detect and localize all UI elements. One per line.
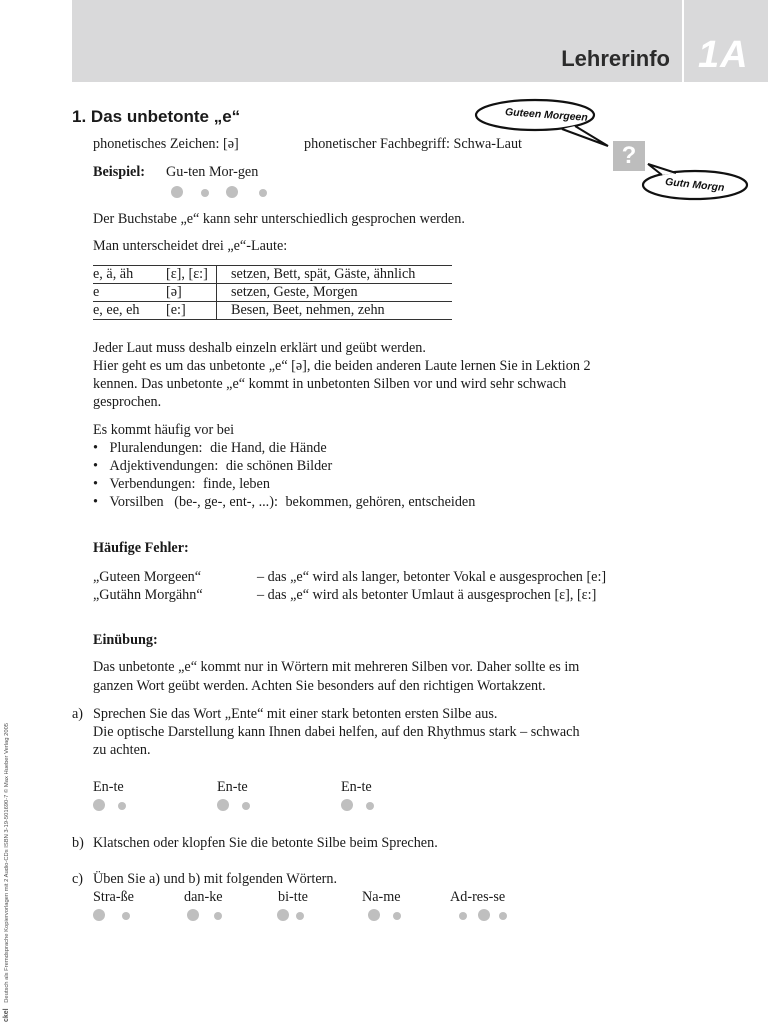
phonetic-symbol: phonetisches Zeichen: [ə] [93,136,239,152]
intro-paragraph-2: Man unterscheidet drei „e“-Laute: [93,238,288,254]
table-cell-ipa: [ə] [154,284,217,302]
table-cell-ipa: [ɛ], [ɛ:] [154,266,217,284]
task-b-label: b) [72,835,84,851]
practice-word: En-te [93,779,124,795]
stress-dot-weak [393,912,401,920]
list-item [93,458,332,475]
stress-dot-weak [259,189,267,197]
stress-dot-weak [499,912,507,920]
list-item-example: die schönen Bilder [225,458,333,474]
speech-bubble-top [476,100,608,146]
practice-word: Stra-ße [93,889,134,905]
stress-dot-strong [368,909,380,921]
stress-dot-strong [217,799,229,811]
list-item-label: Vorsilben (be-, ge-, ent-, ...): [109,494,278,510]
table-cell-examples: Besen, Beet, nehmen, zehn [217,302,453,320]
practice-word: En-te [341,779,372,795]
stress-dot-weak [242,802,250,810]
explanation-line: Jeder Laut muss deshalb einzeln erklärt und geübt werden. [93,340,426,356]
section-number: 1. [72,107,87,126]
practice-word: bi-tte [278,889,308,905]
stress-dot-strong [277,909,289,921]
table-cell-letters: e, ä, äh [93,266,154,284]
practice-intro-line: Das unbetonte „e“ kommt nur in Wörtern mit mehreren Silben vor. Daher sollte es im [93,659,580,675]
list-item [93,440,327,457]
copyright-sidebar [3,723,10,1022]
bullet-icon: • [93,476,98,492]
bubble-text-correct: Gutn Morgn [664,175,725,195]
stress-dot-weak [459,912,467,920]
practice-intro-line: ganzen Wort geübt werden. Achten Sie besonders auf den richtigen Wortakzent. [93,678,546,694]
stress-dot-weak [296,912,304,920]
practice-word: Na-me [362,889,401,905]
task-a-line: zu achten. [93,742,151,758]
publisher-mark: ckel [3,1008,10,1022]
list-item-label: Pluralendungen: [109,440,203,456]
example-word: Gu-ten Mor-gen [166,164,259,180]
bullet-icon: • [93,440,98,456]
list-item-label: Verbendungen: [109,476,196,492]
error-explanation: – das „e“ wird als langer, betonter Vokal e ausgesprochen [e:] [257,569,607,585]
stress-dot-strong [478,909,490,921]
stress-dot-weak [122,912,130,920]
list-item-label: Adjektivendungen: [109,458,219,474]
table-cell-letters: e, ee, eh [93,302,154,320]
table-cell-ipa: [e:] [154,302,217,320]
task-c-text: Üben Sie a) und b) mit folgenden Wörtern. [93,871,338,887]
stress-dot-weak [201,189,209,197]
table-row [93,266,452,284]
question-mark-icon: ? [613,141,645,171]
error-explanation: – das „e“ wird als betonter Umlaut ä ausgesprochen [ɛ], [ɛ:] [257,587,597,603]
table-row [93,302,452,320]
errors-heading: Häufige Fehler: [93,540,189,556]
stress-dot-strong [171,186,183,198]
table-cell-examples: setzen, Bett, spät, Gäste, ähnlich [217,266,453,284]
task-b-text: Klatschen oder klopfen Sie die betonte Silbe beim Sprechen. [93,835,438,851]
stress-dot-strong [93,909,105,921]
occurrence-intro: Es kommt häufig vor bei [93,422,235,438]
explanation-line: Hier geht es um das unbetonte „e“ [ə], die beiden anderen Laute lernen Sie in Lektion 2 [93,358,591,374]
lesson-number: 1A [698,34,749,76]
section-title-text: Das unbetonte „e“ [90,107,241,126]
practice-word: dan-ke [184,889,223,905]
section-title [72,107,240,127]
list-item [93,476,270,493]
error-wrong-example: „Guteen Morgeen“ [93,569,202,585]
list-item-example: bekommen, gehören, entscheiden [285,494,476,510]
stress-dot-strong [226,186,238,198]
copyright-text: Deutsch als Fremdsprache Kopiervorlagen mit 2 Audio-CDs ISBN 3-19-501690-7 © Max Hueber Verlag 2005 [4,722,10,1003]
table-cell-examples: setzen, Geste, Morgen [217,284,453,302]
stress-dot-strong [93,799,105,811]
practice-word: Ad-res-se [450,889,506,905]
task-c-label: c) [72,871,84,887]
task-a-line: Sprechen Sie das Wort „Ente“ mit einer stark betonten ersten Silbe aus. [93,706,498,722]
stress-dot-weak [366,802,374,810]
error-wrong-example: „Gutähn Morgähn“ [93,587,203,603]
phonetic-term: phonetischer Fachbegriff: Schwa-Laut [304,136,522,152]
intro-paragraph-1: Der Buchstabe „e“ kann sehr unterschiedlich gesprochen werden. [93,211,465,227]
explanation-line: gesprochen. [93,394,162,410]
bullet-icon: • [93,458,98,474]
table-row [93,284,452,302]
list-item-example: die Hand, die Hände [210,440,327,456]
example-label: Beispiel: [93,164,146,180]
e-sounds-table [93,265,452,320]
explanation-line: kennen. Das unbetonte „e“ kommt in unbetonten Silben vor und wird sehr schwach [93,376,567,392]
bubble-text-wrong: Guteen Morgeen [504,106,589,124]
stress-dot-strong [187,909,199,921]
table-cell-letters: e [93,284,154,302]
practice-heading: Einübung: [93,632,158,648]
header-separator [682,0,684,82]
stress-dot-strong [341,799,353,811]
header-info-label: Lehrerinfo [561,46,670,71]
bullet-icon: • [93,494,98,510]
task-a-label: a) [72,706,84,722]
list-item-example: finde, leben [202,476,270,492]
practice-word: En-te [217,779,248,795]
list-item [93,494,475,511]
stress-dot-weak [214,912,222,920]
task-a-line: Die optische Darstellung kann Ihnen dabei helfen, auf den Rhythmus stark – schwach [93,724,580,740]
stress-dot-weak [118,802,126,810]
